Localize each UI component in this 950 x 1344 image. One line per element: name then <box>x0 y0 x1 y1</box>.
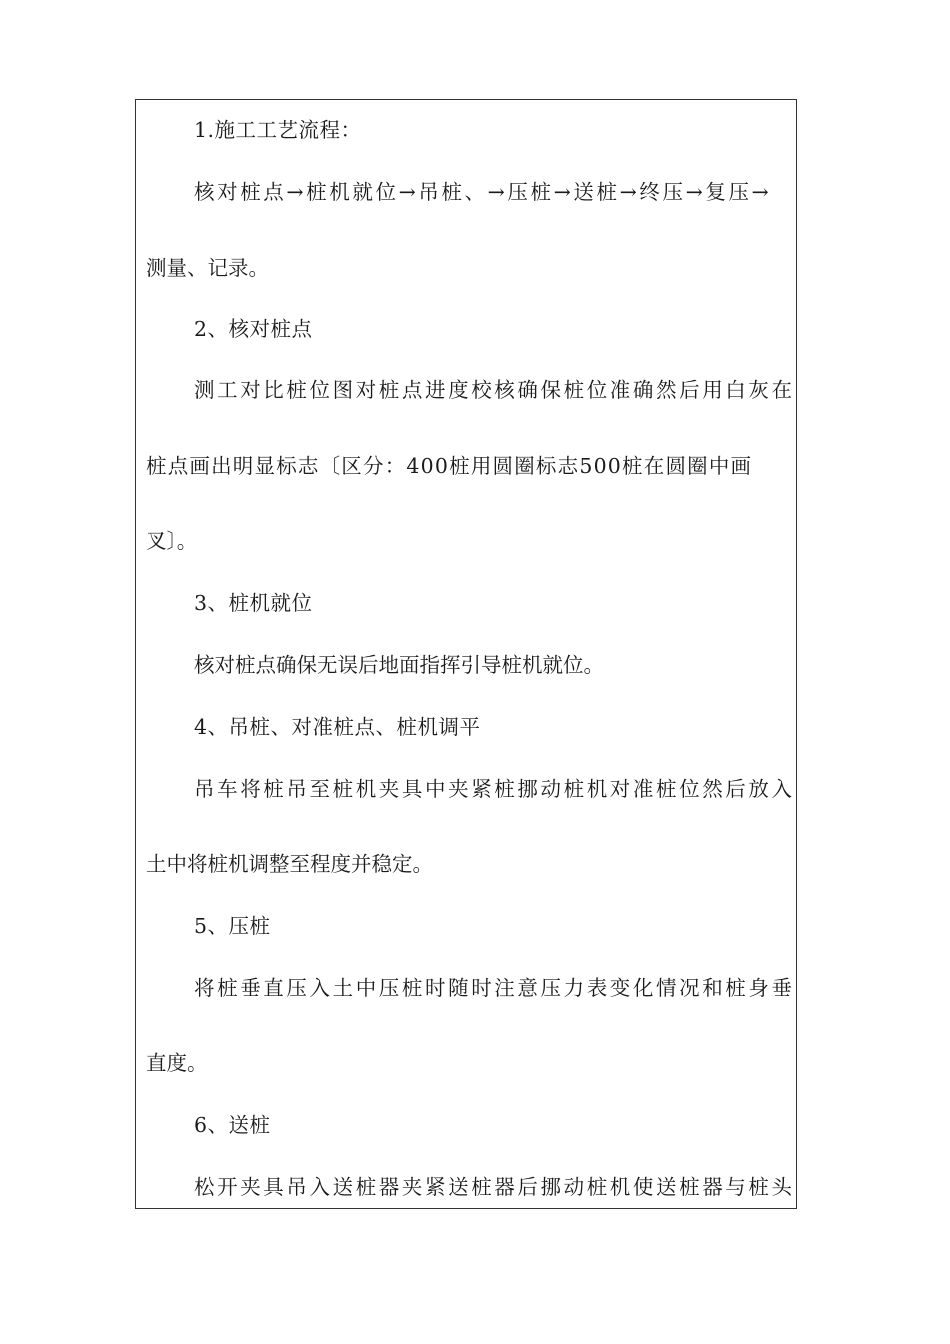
paragraph-line: 将桩垂直压入土中压桩时随时注意压力表变化情况和桩身垂 <box>194 976 795 1000</box>
paragraph-line: 桩点画出明显标志〔区分：400桩用圆圈标志500桩在圆圈中画 <box>146 454 753 478</box>
paragraph-line: 直度。 <box>146 1051 208 1075</box>
paragraph-line: 土中将桩机调整至程度并稳定。 <box>146 852 433 876</box>
paragraph-line: 吊车将桩吊至桩机夹具中夹紧桩挪动桩机对准桩位然后放入 <box>194 777 795 801</box>
document-frame <box>135 99 797 1209</box>
heading-process-flow: 1.施工工艺流程： <box>194 118 362 142</box>
heading-pile-pressing: 5、压桩 <box>194 914 271 938</box>
paragraph-line: 核对桩点确保无误后地面指挥引导桩机就位。 <box>194 653 604 677</box>
paragraph-line: 测量、记录。 <box>146 256 269 280</box>
paragraph-line: 核对桩点→桩机就位→吊桩、→压桩→送桩→终压→复压→ <box>194 180 772 204</box>
paragraph-line: 松开夹具吊入送桩器夹紧送桩器后挪动桩机使送桩器与桩头 <box>194 1175 795 1199</box>
paragraph-line: 叉〕。 <box>146 529 198 553</box>
paragraph-line: 测工对比桩位图对桩点进度校核确保桩位准确然后用白灰在 <box>194 378 795 402</box>
heading-check-pile-points: 2、核对桩点 <box>194 317 313 341</box>
heading-pile-sending: 6、送桩 <box>194 1113 271 1137</box>
heading-lift-align-level: 4、吊桩、对准桩点、桩机调平 <box>194 715 481 739</box>
heading-pile-machine-positioning: 3、桩机就位 <box>194 591 313 615</box>
